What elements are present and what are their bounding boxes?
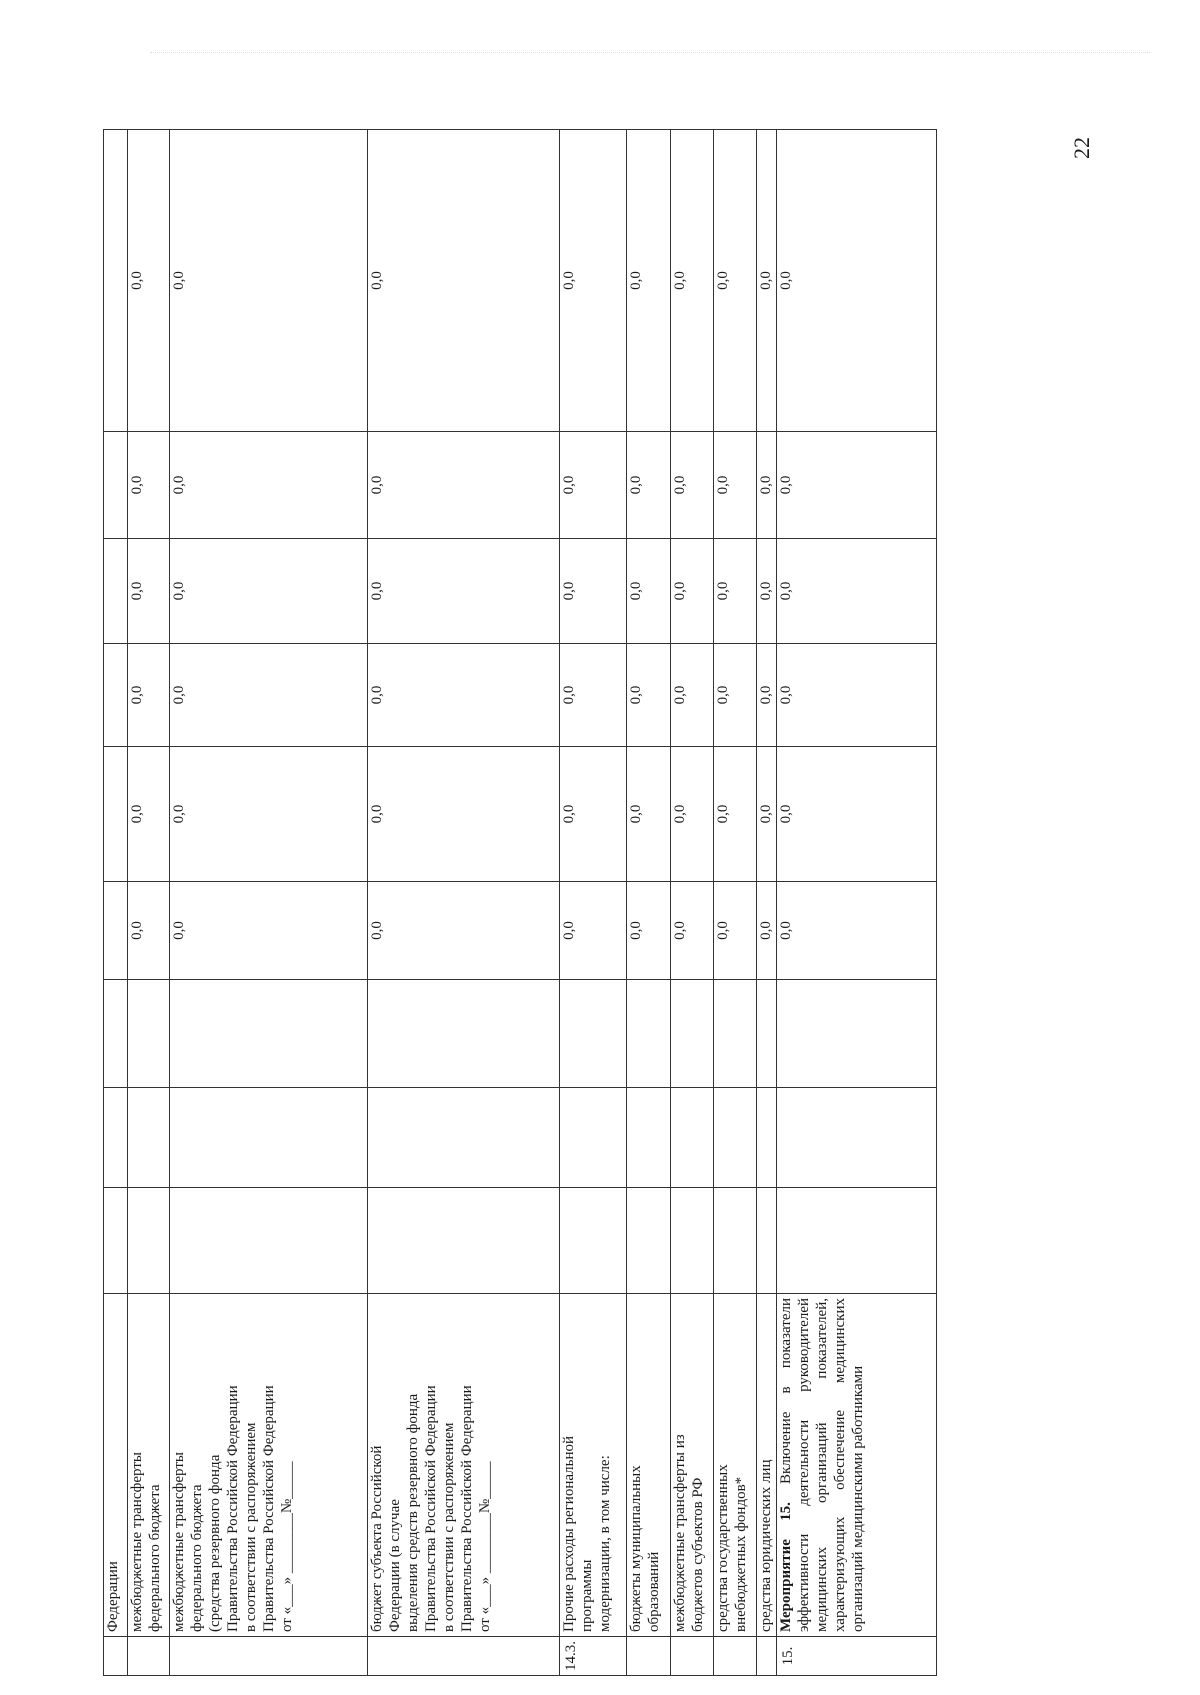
value-cell (777, 1088, 937, 1188)
row-label-cell: бюджет субъекта Российской Федерации (в случае выделения средств резервного фонда Правительства Российской Федерации в соответствии с распоряжением Правительства Российской Федерации от «___» ________№_____ (368, 1294, 560, 1637)
measure-description: Включение в показатели эффективности деятельности руководителей медицинских организаций показателей, характеризующих обеспечение медицинских организаций медицинскими работниками (778, 1297, 866, 1632)
value-cell (368, 1188, 560, 1294)
value-cell (671, 1088, 714, 1188)
table-body (104, 130, 937, 1676)
row-number-cell (627, 1637, 671, 1676)
row-number-cell (671, 1637, 714, 1676)
value-cell: 0,0 (757, 130, 777, 432)
value-cell: 0,0 (627, 644, 671, 747)
value-cell: 0,0 (714, 644, 757, 747)
value-cell: 0,0 (368, 747, 560, 882)
value-cell (368, 980, 560, 1088)
value-cell: 0,0 (170, 747, 368, 882)
value-cell: 0,0 (777, 432, 937, 539)
value-cell: 0,0 (627, 130, 671, 432)
value-cell: 0,0 (170, 882, 368, 980)
table-row (104, 130, 128, 1676)
value-cell (128, 1088, 170, 1188)
value-cell: 0,0 (170, 539, 368, 644)
value-cell: 0,0 (671, 432, 714, 539)
value-cell: 0,0 (627, 432, 671, 539)
row-label-cell: Федерации (104, 1294, 128, 1637)
value-cell: 0,0 (627, 539, 671, 644)
value-cell: 0,0 (757, 432, 777, 539)
row-label-cell (777, 1294, 937, 1637)
value-cell: 0,0 (170, 130, 368, 432)
value-cell: 0,0 (714, 130, 757, 432)
value-cell: 0,0 (777, 539, 937, 644)
row-number-cell (368, 1637, 560, 1676)
value-cell (627, 980, 671, 1088)
value-cell (671, 980, 714, 1088)
financing-table (103, 129, 937, 1676)
value-cell: 0,0 (671, 747, 714, 882)
row-number-cell (128, 1637, 170, 1676)
value-cell (714, 1188, 757, 1294)
value-cell: 0,0 (368, 432, 560, 539)
value-cell (671, 1188, 714, 1294)
table-row (757, 130, 777, 1676)
value-cell (714, 1088, 757, 1188)
measure-title: Мероприятие 15. (778, 1502, 794, 1632)
value-cell (104, 980, 128, 1088)
value-cell (104, 644, 128, 747)
table-row (627, 130, 671, 1676)
value-cell: 0,0 (128, 432, 170, 539)
value-cell (627, 1088, 671, 1188)
value-cell (104, 882, 128, 980)
value-cell (368, 1088, 560, 1188)
value-cell: 0,0 (777, 747, 937, 882)
row-label-cell: бюджеты муниципальных образований (627, 1294, 671, 1637)
value-cell (560, 1188, 627, 1294)
value-cell: 0,0 (714, 882, 757, 980)
value-cell: 0,0 (368, 882, 560, 980)
value-cell (560, 980, 627, 1088)
value-cell: 0,0 (128, 130, 170, 432)
value-cell: 0,0 (671, 539, 714, 644)
value-cell: 0,0 (714, 432, 757, 539)
table-row (714, 130, 757, 1676)
table-row (128, 130, 170, 1676)
value-cell: 0,0 (777, 130, 937, 432)
row-number-cell (170, 1637, 368, 1676)
value-cell: 0,0 (627, 747, 671, 882)
value-cell (714, 980, 757, 1088)
value-cell (128, 1188, 170, 1294)
value-cell: 0,0 (777, 882, 937, 980)
value-cell: 0,0 (627, 882, 671, 980)
row-label-cell: средства юридических лиц (757, 1294, 777, 1637)
value-cell (757, 980, 777, 1088)
value-cell: 0,0 (714, 747, 757, 882)
table-row (170, 130, 368, 1676)
value-cell: 0,0 (368, 644, 560, 747)
row-number-cell: 14.3. (560, 1637, 627, 1676)
value-cell: 0,0 (671, 130, 714, 432)
row-label-cell: межбюджетные трансферты федерального бюджета (средства резервного фонда Правительства Российской Федерации в соответствии с распоряжением Правительства Российской Федерации от «___» ________№_____ (170, 1294, 368, 1637)
value-cell: 0,0 (777, 644, 937, 747)
value-cell: 0,0 (560, 747, 627, 882)
row-label-cell: межбюджетные трансферты из бюджетов субъектов РФ (671, 1294, 714, 1637)
value-cell: 0,0 (128, 539, 170, 644)
value-cell (757, 1088, 777, 1188)
row-number-cell (714, 1637, 757, 1676)
value-cell: 0,0 (671, 644, 714, 747)
value-cell: 0,0 (170, 644, 368, 747)
value-cell: 0,0 (560, 432, 627, 539)
value-cell: 0,0 (560, 644, 627, 747)
value-cell: 0,0 (757, 882, 777, 980)
value-cell: 0,0 (128, 644, 170, 747)
value-cell (627, 1188, 671, 1294)
value-cell: 0,0 (128, 747, 170, 882)
value-cell: 0,0 (560, 882, 627, 980)
value-cell: 0,0 (170, 432, 368, 539)
value-cell (170, 1188, 368, 1294)
row-number-cell: 15. (777, 1637, 937, 1676)
row-number-cell (757, 1637, 777, 1676)
value-cell: 0,0 (560, 539, 627, 644)
table-row (671, 130, 714, 1676)
table-row (368, 130, 560, 1676)
scan-artifact-line (150, 52, 1150, 54)
value-cell (104, 747, 128, 882)
value-cell: 0,0 (368, 130, 560, 432)
value-cell: 0,0 (128, 882, 170, 980)
row-number-cell (104, 1637, 128, 1676)
value-cell (128, 980, 170, 1088)
value-cell: 0,0 (714, 539, 757, 644)
row-label-cell: Прочие расходы региональной программы модернизации, в том числе: (560, 1294, 627, 1637)
value-cell: 0,0 (560, 130, 627, 432)
value-cell (757, 1188, 777, 1294)
value-cell (560, 1088, 627, 1188)
rotated-table-container (103, 130, 1118, 1676)
value-cell (104, 539, 128, 644)
row-label-cell: межбюджетные трансферты федерального бюджета (128, 1294, 170, 1637)
table-row (560, 130, 627, 1676)
value-cell (104, 1188, 128, 1294)
table-row (777, 130, 937, 1676)
value-cell: 0,0 (757, 747, 777, 882)
value-cell (170, 1088, 368, 1188)
value-cell (777, 1188, 937, 1294)
value-cell (104, 1088, 128, 1188)
page-number: 22 (1069, 137, 1094, 159)
value-cell (170, 980, 368, 1088)
row-label-cell: средства государственных внебюджетных фондов* (714, 1294, 757, 1637)
value-cell: 0,0 (671, 882, 714, 980)
value-cell (104, 432, 128, 539)
value-cell: 0,0 (757, 539, 777, 644)
value-cell (104, 130, 128, 432)
value-cell (777, 980, 937, 1088)
value-cell: 0,0 (757, 644, 777, 747)
value-cell: 0,0 (368, 539, 560, 644)
